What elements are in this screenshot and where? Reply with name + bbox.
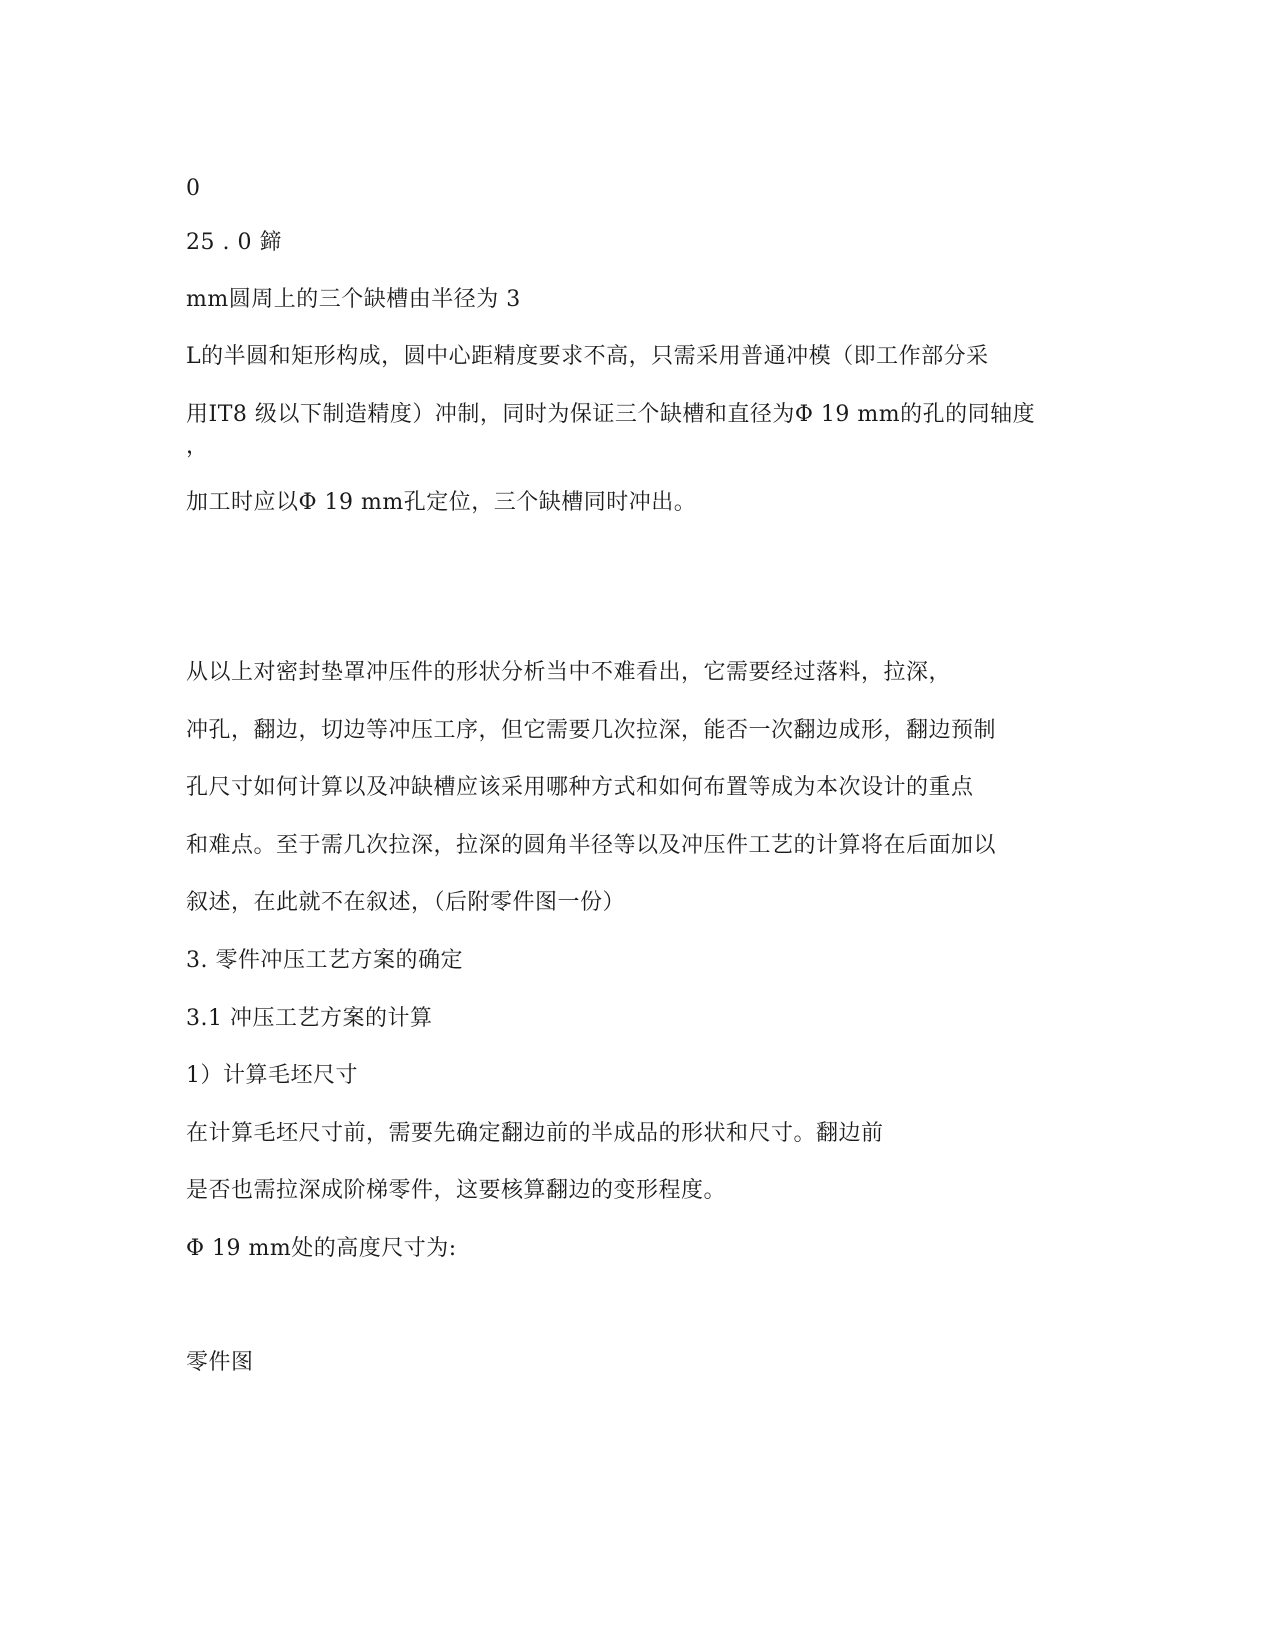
step-heading: 1）计算毛坯尺寸	[186, 1063, 358, 1088]
figure-caption: 零件图	[186, 1350, 254, 1375]
text-line: ，	[186, 434, 209, 459]
text-line: 和难点。至于需几次拉深，拉深的圆角半径等以及冲压件工艺的计算将在后面加以	[186, 833, 997, 858]
text-line: Φ 19 mm处的高度尺寸为:	[186, 1236, 457, 1261]
text-line: L的半圆和矩形构成，圆中心距精度要求不高，只需采用普通冲模（即工作部分采	[186, 344, 989, 369]
subsection-heading: 3.1 冲压工艺方案的计算	[186, 1006, 433, 1031]
text-line: 0	[186, 176, 201, 201]
text-line: 加工时应以Φ 19 mm孔定位，三个缺槽同时冲出。	[186, 490, 697, 515]
text-line: 在计算毛坯尺寸前，需要先确定翻边前的半成品的形状和尺寸。翻边前	[186, 1121, 884, 1146]
text-line: 从以上对密封垫罩冲压件的形状分析当中不难看出，它需要经过落料，拉深，	[186, 660, 952, 685]
text-line: 是否也需拉深成阶梯零件，这要核算翻边的变形程度。	[186, 1178, 727, 1203]
text-line: 25 . 0 鍗	[186, 230, 282, 255]
text-line: mm圆周上的三个缺槽由半径为 3	[186, 287, 521, 312]
text-line: 孔尺寸如何计算以及冲缺槽应该采用哪种方式和如何布置等成为本次设计的重点	[186, 775, 974, 800]
section-heading: 3. 零件冲压工艺方案的确定	[186, 948, 463, 973]
text-line: 叙述，在此就不在叙述，（后附零件图一份）	[186, 890, 626, 915]
text-line: 用IT8 级以下制造精度）冲制，同时为保证三个缺槽和直径为Φ 19 mm的孔的同轴度	[186, 402, 1036, 427]
text-line: 冲孔，翻边，切边等冲压工序，但它需要几次拉深，能否一次翻边成形，翻边预制	[186, 718, 997, 743]
